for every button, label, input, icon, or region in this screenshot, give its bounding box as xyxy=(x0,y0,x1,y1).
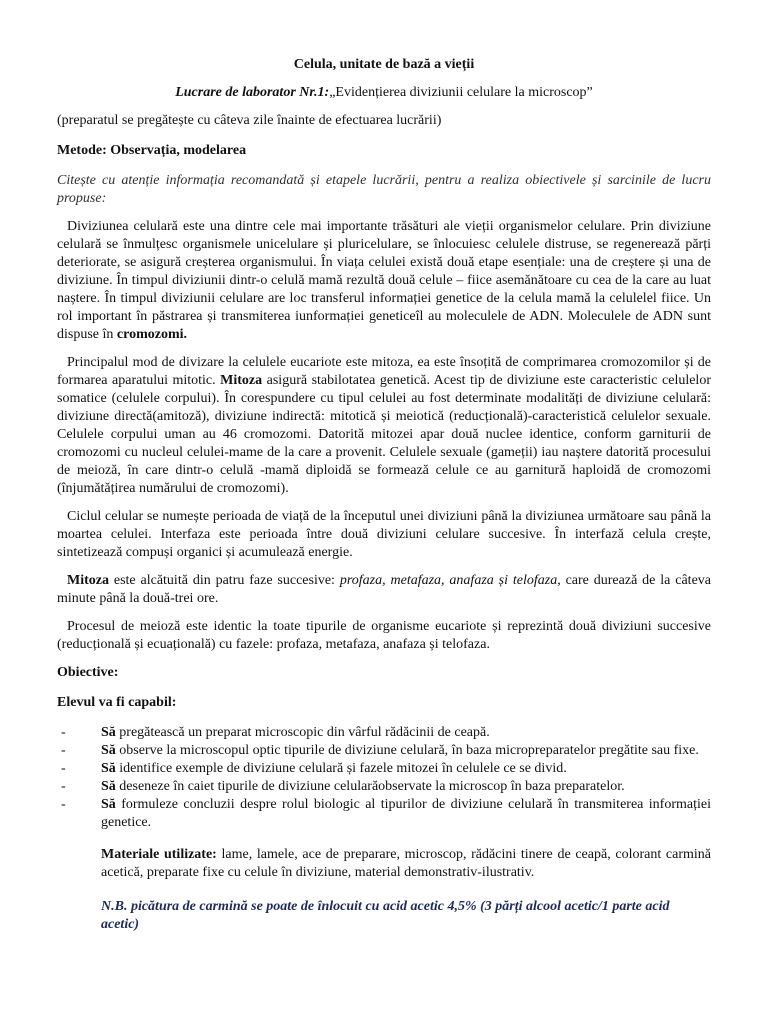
paragraph-text: asigură stabilotatea genetică. Acest tip de diviziune este caracteristic celulelor somatice (celulele corpului). În corespundere cu tipul celulei au fost determinate modalități de diviziune celulară: diviziune directă(amitoză), diviziune indirectă: mitotică și meiotică (reducțională)-caracteristică celulelor sexuale. Celulele corpului uman au 46 cromozomi. Datorită mitozei apar două nuclee identice, conform garniturii de cromozomi cu nucleul celulei-mame de la care a provenit. Celulele sexuale (gameții) iau naștere datorită procesului de meioză, în care dintr-o celulă -mamă diploidă se formează celule ce au garnitură haploidă de cromozomi (înjumătățirea numărului de cromozomi). xyxy=(57,373,711,496)
lab-work-prefix: Lucrare de laborator Nr.1: xyxy=(175,85,330,100)
nb-note: N.B. picătura de carmină se poate de înlocuit cu acid acetic 4,5% (3 părți alcool acetic/1 parte acid acetic) xyxy=(101,899,670,932)
materials-text: lame, lamele, ace de preparare, microscop, rădăcini tinere de ceapă, colorant carmină acetică, preparate fixe cu celule în diviziune, material demonstrativ-ilustrativ. xyxy=(101,847,711,880)
objectives-heading: Obiective: xyxy=(57,665,119,680)
item-lead: Să xyxy=(101,779,116,794)
document-title: Celula, unitate de bază a vieții xyxy=(293,57,475,72)
item-text: observe la microscopul optic tipurile de diviziune celulară, în baza micropreparatelor pregătite sau fixe. xyxy=(115,743,699,758)
phases-list-italic: profaza, metafaza, anafaza și telofaza xyxy=(339,573,558,588)
bullet-dash: - xyxy=(61,761,66,776)
lab-work-name: „Evidențierea diviziunii celulare la microscop” xyxy=(329,85,593,100)
keyword-mitosis: Mitoza xyxy=(67,573,109,588)
paragraph-text: Diviziunea celulară este una dintre cele mai importante trăsături ale vieții organismelor celulare. Prin diviziune celulară se înmulțesc organismele unicelulare și pluricelulare, se înlocuiesc celulele distruse, se regenerează părți deteriorate, se asigură creșterea organismului. În viața celulei există două etape esențiale: una de creștere și una de diviziune. În timpul diviziunii dintr-o celulă mamă rezultă două celule – fiice asemănătoare cu cea de la care au luat naștere. În timpul diviziunii celulare are loc transferul informației genetice de la celula mamă la celulelel fiice. Un rol important în păstrarea și transmiterea iunformației geneticeîl au moleculele de ADN. Moleculele de ADN sunt dispuse în xyxy=(57,219,711,342)
bullet-dash: - xyxy=(61,779,66,794)
lab-work-title xyxy=(57,84,711,102)
bullet-dash: - xyxy=(61,743,66,758)
list-item xyxy=(57,778,711,796)
preparation-note: (preparatul se pregătește cu câteva zile înainte de efectuarea lucrării) xyxy=(57,113,442,128)
paragraph-mitosis-phases xyxy=(57,572,711,608)
paragraph-cell-cycle: Ciclul celular se numește perioada de viață de la începutul unei diviziuni până la diviziunea următoare sau până la moartea celulei. Interfaza este perioada între două diviziuni celulare succesive. În interfază celula crește, sintetizează compuși organici și acumulează energie. xyxy=(57,509,711,560)
objectives-list xyxy=(57,724,711,832)
item-lead: Să xyxy=(101,797,116,812)
materials-label: Materiale utilizate: xyxy=(101,847,217,862)
item-lead: Să xyxy=(101,761,116,776)
instructions-text: Citește cu atenție informația recomandată și etapele lucrării, pentru a realiza obiectivele și sarcinile de lucru propuse: xyxy=(57,173,711,206)
paragraph-meiosis: Procesul de meioză este identic la toate tipurile de organisme eucariote și reprezintă două diviziuni succesive (reducțională și ecuațională) cu fazele: profaza, metafaza, anafaza și telofaza. xyxy=(57,619,711,652)
methods-heading: Metode: Observația, modelarea xyxy=(57,143,247,158)
item-text: formuleze concluzii despre rolul biologic al tipurilor de diviziune celulară în transmiterea informației genetice. xyxy=(101,797,711,830)
item-text: deseneze în caiet tipurile de diviziune celularăobservate la microscop în baza preparatelor. xyxy=(115,779,625,794)
materials-paragraph xyxy=(57,846,711,882)
bullet-dash: - xyxy=(61,725,66,740)
list-item xyxy=(57,724,711,742)
paragraph-mitosis-main xyxy=(57,354,711,498)
paragraph-text: , care durează de la câteva minute până la două-trei ore. xyxy=(57,573,712,606)
item-lead: Să xyxy=(101,725,116,740)
paragraph-text: este alcătuită din patru faze succesive: xyxy=(108,573,340,588)
list-item xyxy=(57,742,711,760)
item-lead: Să xyxy=(101,743,116,758)
item-text: pregătească un preparat microscopic din vârful rădăcinii de ceapă. xyxy=(115,725,490,740)
paragraph-cell-division xyxy=(57,218,711,344)
bullet-dash: - xyxy=(61,797,66,812)
item-text: identifice exemple de diviziune celulară și fazele mitozei în celulele ce se divid. xyxy=(115,761,567,776)
list-item xyxy=(57,796,711,832)
keyword-chromosomes: cromozomi. xyxy=(116,327,187,342)
paragraph-text: Principalul mod de divizare la celulele eucariote este mitoza, ea este însoțită de comprimarea cromozomilor și de formarea aparatului mitotic. xyxy=(57,355,711,388)
keyword-mitosis: Mitoza xyxy=(220,373,263,388)
student-capable-heading: Elevul va fi capabil: xyxy=(57,695,177,710)
list-item xyxy=(57,760,711,778)
